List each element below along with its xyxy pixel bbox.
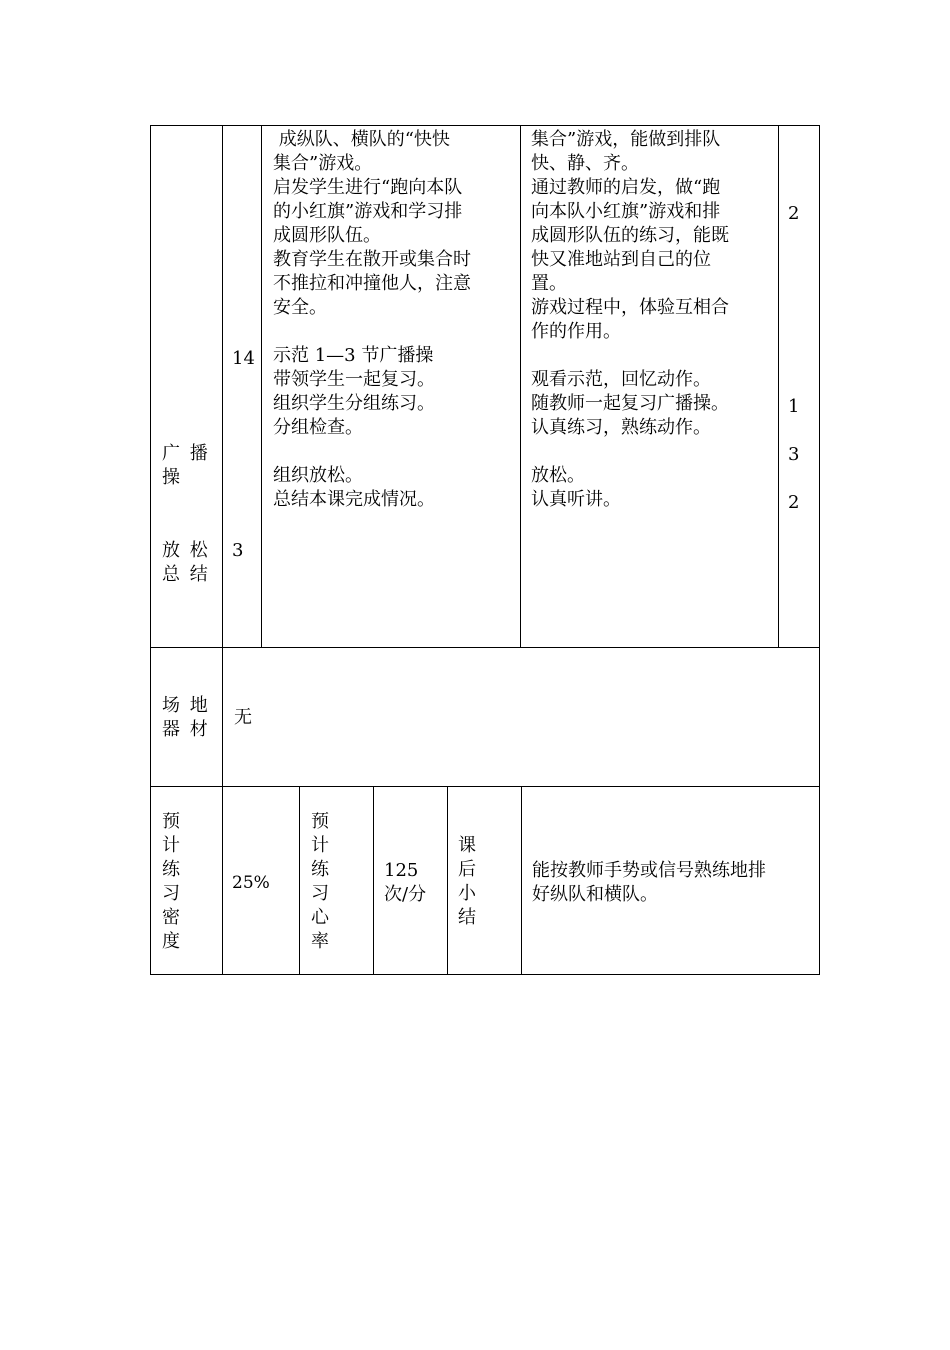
student-line: 认真练习，熟练动作。 bbox=[531, 417, 711, 438]
student-line: 随教师一起复习广播操。 bbox=[531, 393, 729, 414]
venue-value-cell bbox=[222, 647, 820, 787]
student-activities bbox=[531, 128, 729, 512]
teacher-line: 组织学生分组练习。 bbox=[273, 393, 435, 414]
heart-value: 125 次/分 bbox=[384, 860, 427, 905]
density-label-cell bbox=[150, 786, 223, 975]
student-line: 作的作用。 bbox=[531, 321, 621, 342]
summary-text: 能按教师手势或信号熟练地排 好纵队和横队。 bbox=[532, 860, 766, 905]
student-line: 放松。 bbox=[531, 465, 585, 486]
student-line: 置。 bbox=[531, 273, 567, 294]
teacher-line: 示范 1—3 节广播操 bbox=[273, 345, 434, 366]
student-line: 向本队小红旗”游戏和排 bbox=[531, 201, 721, 222]
teacher-line: 的小红旗”游戏和学习排 bbox=[273, 201, 463, 222]
summary-label: 课 后 小 结 bbox=[458, 835, 476, 928]
teacher-line: 不推拉和冲撞他人，注意 bbox=[273, 273, 471, 294]
count-demo: 1 bbox=[788, 396, 800, 417]
top-row-time-cell bbox=[222, 125, 262, 648]
teacher-line bbox=[273, 320, 471, 344]
teacher-line: 成纵队、横队的“快快 bbox=[273, 129, 450, 150]
count-practice: 3 bbox=[788, 444, 800, 465]
student-line: 游戏过程中，体验互相合 bbox=[531, 297, 729, 318]
student-line bbox=[531, 440, 729, 464]
teacher-line: 总结本课完成情况。 bbox=[273, 489, 435, 510]
teacher-line: 启发学生进行“跑向本队 bbox=[273, 177, 463, 198]
section-label-relax-summary: 放 松 总 结 bbox=[162, 540, 210, 585]
heart-label: 预 计 练 习 心 率 bbox=[311, 811, 329, 952]
section-label-broadcast: 广 播 操 bbox=[162, 443, 210, 488]
venue-label: 场 地 器 材 bbox=[162, 695, 210, 740]
teacher-line: 集合”游戏。 bbox=[273, 153, 373, 174]
teacher-line: 组织放松。 bbox=[273, 465, 363, 486]
student-line: 认真听讲。 bbox=[531, 489, 621, 510]
density-value: 25% bbox=[232, 873, 270, 893]
teacher-line: 成圆形队伍。 bbox=[273, 225, 381, 246]
density-label: 预 计 练 习 密 度 bbox=[162, 811, 180, 952]
student-line: 快、静、齐。 bbox=[531, 153, 639, 174]
student-line: 观看示范，回忆动作。 bbox=[531, 369, 711, 390]
student-line: 集合”游戏，能做到排队 bbox=[531, 129, 721, 150]
teacher-line bbox=[273, 440, 471, 464]
count-relax: 2 bbox=[788, 492, 800, 513]
student-line: 成圆形队伍的练习，能既 bbox=[531, 225, 729, 246]
student-line: 快又准地站到自己的位 bbox=[531, 249, 711, 270]
teacher-line: 分组检查。 bbox=[273, 417, 363, 438]
venue-value: 无 bbox=[234, 707, 252, 728]
teacher-activities bbox=[273, 128, 471, 512]
teacher-line: 带领学生一起复习。 bbox=[273, 369, 435, 390]
teacher-line: 安全。 bbox=[273, 297, 327, 318]
time-broadcast: 14 bbox=[232, 348, 255, 369]
student-line bbox=[531, 344, 729, 368]
teacher-line: 教育学生在散开或集合时 bbox=[273, 249, 471, 270]
time-relax: 3 bbox=[232, 540, 244, 561]
student-line: 通过教师的启发，做“跑 bbox=[531, 177, 721, 198]
count-game: 2 bbox=[788, 203, 800, 224]
